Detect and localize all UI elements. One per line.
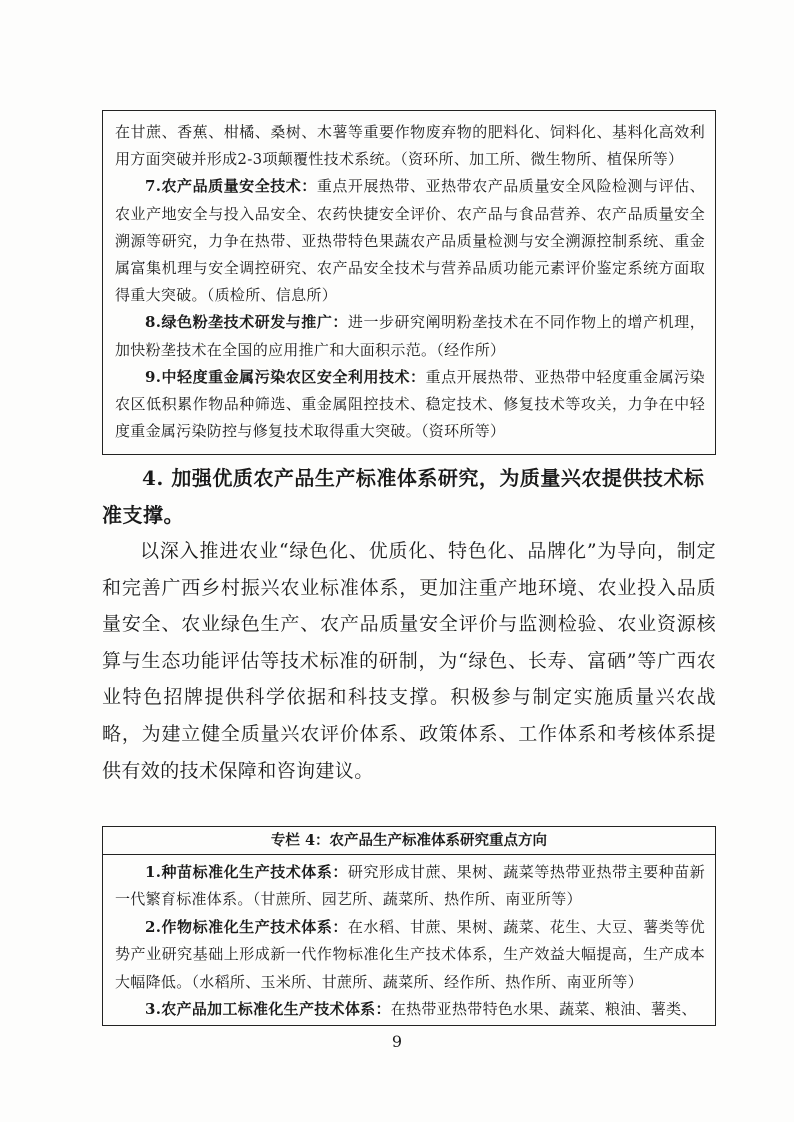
box2-item-3-title: 3.农产品加工标准化生产技术体系： (145, 1000, 391, 1019)
box2-item-1-text: 研究形成甘蔗、果树、蔬菜等热带亚热带主要种苗新一代繁育标准体系。（甘蔗所、园艺所、蔬菜所、热作所、南亚所等） (115, 863, 705, 909)
box2-item-1 (115, 859, 705, 914)
page-number: 9 (391, 1032, 403, 1051)
special-column-4-body (103, 855, 715, 1023)
box1-item-9-title: 9.中轻度重金属污染农区安全利用技术： (145, 367, 426, 386)
special-column-4-title: 专栏 4：农产品生产标准体系研究重点方向 (103, 827, 715, 855)
box1-item-7-text: 重点开展热带、亚热带农产品质量安全风险检测与评估、农业产地安全与投入品安全、农药快捷安全评价、农产品与食品营养、农产品质量安全溯源等研究，力争在热带、亚热带特色果蔬农产品质量检测与安全溯源控制系统、重金属富集机理与安全调控研究、农产品安全技术与营养品质功能元素评价鉴定系统方面取得重大突破。（质检所、信息所） (115, 177, 705, 305)
box1-item-9 (115, 364, 705, 446)
box1-item-8-title: 8.绿色粉垄技术研发与推广： (145, 313, 348, 332)
section-body-paragraph: 以深入推进农业“绿色化、优质化、特色化、品牌化”为导向，制定和完善广西乡村振兴农业标准体系，更加注重产地环境、农业投入品质量安全、农业绿色生产、农产品质量安全评价与监测检验、农业资源核算与生态功能评估等技术标准的研制，为“绿色、长寿、富硒”等广西农业特色招牌提供科学依据和科技支撑。积极参与制定实施质量兴农战略，为建立健全质量兴农评价体系、政策体系、工作体系和考核体系提供有效的技术保障和咨询建议。 (102, 540, 716, 782)
box2-item-2-text: 在水稻、甘蔗、果树、蔬菜、花生、大豆、薯类等优势产业研究基础上形成新一代作物标准化生产技术体系，生产效益大幅提高，生产成本大幅降低。（水稻所、玉米所、甘蔗所、蔬菜所、经作所、热作所、南亚所等） (115, 917, 705, 991)
special-column-box-continued (102, 110, 716, 455)
box2-item-2 (115, 914, 705, 996)
box1-item-7 (115, 173, 705, 309)
box1-item-8 (115, 309, 705, 363)
box2-item-3 (115, 996, 705, 1023)
section-heading: 4. 加强优质农产品生产标准体系研究，为质量兴农提供技术标准支撑。 (102, 466, 705, 527)
box1-item-9-text: 重点开展热带、亚热带中轻度重金属污染农区低积累作物品种筛选、重金属阻控技术、稳定技术、修复技术等攻关，力争在中轻度重金属污染防控与修复技术取得重大突破。（资环所等） (115, 367, 705, 441)
box2-item-2-title: 2.作物标准化生产技术体系： (145, 917, 348, 936)
box1-intro-paragraph: 在甘蔗、香蕉、柑橘、桑树、木薯等重要作物废弃物的肥料化、饲料化、基料化高效利用方面突破并形成2-3项颠覆性技术系统。（资环所、加工所、微生物所、植保所等） (115, 123, 705, 169)
box2-item-3-text: 在热带亚热带特色水果、蔬菜、粮油、薯类、 (390, 1000, 697, 1019)
box1-item-7-title: 7.农产品质量安全技术： (145, 177, 317, 196)
box2-item-1-title: 1.种苗标准化生产技术体系： (145, 863, 348, 881)
special-column-4-box (102, 826, 716, 1026)
box1-item-8-text: 进一步研究阐明粉垄技术在不同作物上的增产机理，加快粉垄技术在全国的应用推广和大面积示范。（经作所） (115, 313, 705, 359)
